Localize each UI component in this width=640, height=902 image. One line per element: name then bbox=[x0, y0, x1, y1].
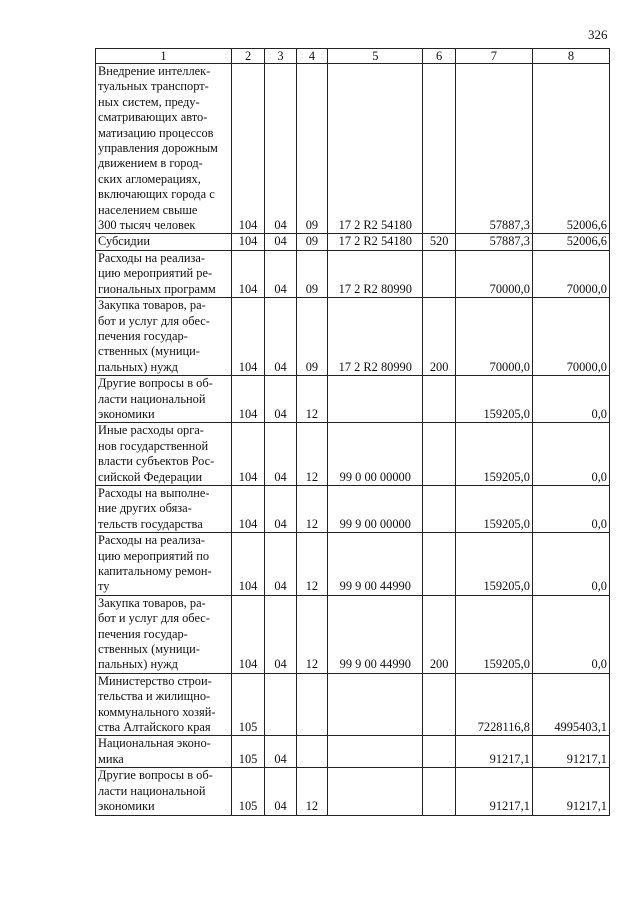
table-row bbox=[96, 250, 610, 297]
item-name-line: ственных (муници- bbox=[98, 642, 200, 657]
item-name-line: Расходы на реализа- bbox=[98, 250, 206, 265]
expense-type-cell: 200 bbox=[423, 298, 455, 376]
item-name-line: сматривающих авто- bbox=[98, 110, 208, 125]
amount-col7-cell: 70000,0 bbox=[455, 298, 532, 376]
item-name-line: ства Алтайского края bbox=[98, 720, 211, 735]
item-name-line: пальных) нужд bbox=[98, 657, 178, 672]
item-name-line: печения государ- bbox=[98, 328, 188, 343]
amount-col7-cell: 159205,0 bbox=[455, 423, 532, 486]
amount-col8-cell: 91217,1 bbox=[532, 768, 609, 815]
subsection-code-cell: 09 bbox=[296, 250, 327, 297]
item-name-line: Национальная эконо- bbox=[98, 736, 211, 751]
item-name-line: коммунального хозяй- bbox=[98, 704, 216, 719]
column-header-2: 2 bbox=[231, 49, 264, 64]
column-header-1: 1 bbox=[96, 49, 232, 64]
amount-col7-cell: 159205,0 bbox=[455, 595, 532, 673]
amount-col8-cell: 52006,6 bbox=[532, 234, 609, 250]
section-code-cell: 04 bbox=[265, 423, 296, 486]
expense-type-cell bbox=[423, 423, 455, 486]
item-name-line: Министерство строи- bbox=[98, 673, 212, 688]
amount-col7-cell: 7228116,8 bbox=[455, 673, 532, 736]
item-name-line: ласти национальной bbox=[98, 783, 206, 798]
item-name-cell bbox=[96, 250, 232, 297]
subsection-code-cell: 09 bbox=[296, 234, 327, 250]
amount-col8-cell: 91217,1 bbox=[532, 736, 609, 768]
amount-col7-cell: 70000,0 bbox=[455, 250, 532, 297]
amount-col7-cell: 159205,0 bbox=[455, 485, 532, 532]
item-name-line: цию мероприятий ре- bbox=[98, 266, 213, 281]
subsection-code-cell: 12 bbox=[296, 485, 327, 532]
target-article-cell: 99 9 00 44990 bbox=[328, 595, 423, 673]
target-article-cell: 17 2 R2 54180 bbox=[328, 234, 423, 250]
section-code-cell: 04 bbox=[265, 736, 296, 768]
item-name-cell bbox=[96, 376, 232, 423]
section-code-cell bbox=[265, 673, 296, 736]
item-name-line: тельства и жилищно- bbox=[98, 689, 211, 704]
amount-col7-cell: 159205,0 bbox=[455, 533, 532, 596]
table-row bbox=[96, 736, 610, 768]
target-article-cell bbox=[328, 768, 423, 815]
item-name-cell bbox=[96, 673, 232, 736]
amount-col8-cell: 0,0 bbox=[532, 485, 609, 532]
subsection-code-cell: 12 bbox=[296, 533, 327, 596]
target-article-cell bbox=[328, 673, 423, 736]
amount-col8-cell: 0,0 bbox=[532, 533, 609, 596]
item-name-line: населением свыше bbox=[98, 202, 198, 217]
expense-type-cell bbox=[423, 736, 455, 768]
column-header-8: 8 bbox=[532, 49, 609, 64]
item-name-cell bbox=[96, 423, 232, 486]
item-name-line: бот и услуг для обес- bbox=[98, 611, 210, 626]
item-name-line: управления дорожным bbox=[98, 141, 218, 156]
target-article-cell: 17 2 R2 54180 bbox=[328, 64, 423, 234]
amount-col7-cell: 91217,1 bbox=[455, 768, 532, 815]
page-number: 326 bbox=[588, 27, 608, 42]
subsection-code-cell: 12 bbox=[296, 595, 327, 673]
column-header-4: 4 bbox=[296, 49, 327, 64]
item-name-line: гиональных программ bbox=[98, 281, 216, 296]
item-name-cell bbox=[96, 595, 232, 673]
item-name-line: Внедрение интеллек- bbox=[98, 64, 211, 78]
item-name-line: пальных) нужд bbox=[98, 359, 178, 374]
item-name-line: Другие вопросы в об- bbox=[98, 768, 213, 783]
amount-col7-cell: 91217,1 bbox=[455, 736, 532, 768]
item-name-line: экономики bbox=[98, 406, 155, 421]
item-name-line: нов государственной bbox=[98, 438, 209, 453]
subsection-code-cell bbox=[296, 673, 327, 736]
section-code-cell: 04 bbox=[265, 533, 296, 596]
table-row bbox=[96, 595, 610, 673]
column-header-5: 5 bbox=[328, 49, 423, 64]
table-row bbox=[96, 673, 610, 736]
section-code-cell: 04 bbox=[265, 250, 296, 297]
budget-table bbox=[95, 48, 610, 816]
table-row bbox=[96, 234, 610, 250]
item-name-line: Другие вопросы в об- bbox=[98, 376, 213, 391]
ministry-code-cell: 104 bbox=[231, 376, 264, 423]
table-row bbox=[96, 298, 610, 376]
item-name-line: включающих города с bbox=[98, 187, 215, 202]
item-name-line: цию мероприятий по bbox=[98, 548, 210, 563]
expense-type-cell: 520 bbox=[423, 234, 455, 250]
item-name-cell bbox=[96, 234, 232, 250]
item-name-line: ние других обяза- bbox=[98, 501, 192, 516]
amount-col8-cell: 0,0 bbox=[532, 423, 609, 486]
amount-col8-cell: 0,0 bbox=[532, 376, 609, 423]
item-name-line: Расходы на выполне- bbox=[98, 485, 210, 500]
subsection-code-cell: 09 bbox=[296, 298, 327, 376]
ministry-code-cell: 104 bbox=[231, 595, 264, 673]
item-name-line: ственных (муници- bbox=[98, 344, 200, 359]
header-row bbox=[96, 49, 610, 64]
column-header-3: 3 bbox=[265, 49, 296, 64]
item-name-line: экономики bbox=[98, 799, 155, 814]
item-name-line: Закупка товаров, ра- bbox=[98, 298, 206, 313]
item-name-cell bbox=[96, 64, 232, 234]
item-name-line: 300 тысяч человек bbox=[98, 218, 196, 233]
table-row bbox=[96, 485, 610, 532]
table-row bbox=[96, 64, 610, 234]
subsection-code-cell: 09 bbox=[296, 64, 327, 234]
table-row bbox=[96, 423, 610, 486]
expense-type-cell bbox=[423, 376, 455, 423]
item-name-line: мика bbox=[98, 751, 124, 766]
amount-col8-cell: 70000,0 bbox=[532, 298, 609, 376]
ministry-code-cell: 105 bbox=[231, 673, 264, 736]
amount-col7-cell: 159205,0 bbox=[455, 376, 532, 423]
ministry-code-cell: 104 bbox=[231, 485, 264, 532]
amount-col7-cell: 57887,3 bbox=[455, 234, 532, 250]
item-name-line: ских агломерациях, bbox=[98, 171, 201, 186]
ministry-code-cell: 105 bbox=[231, 736, 264, 768]
section-code-cell: 04 bbox=[265, 234, 296, 250]
amount-col7-cell: 57887,3 bbox=[455, 64, 532, 234]
item-name-line: матизацию процессов bbox=[98, 125, 214, 140]
target-article-cell: 99 9 00 44990 bbox=[328, 533, 423, 596]
item-name-line: капитальному ремон- bbox=[98, 564, 212, 578]
target-article-cell: 99 9 00 00000 bbox=[328, 485, 423, 532]
item-name-line: Иные расходы орга- bbox=[98, 423, 204, 438]
target-article-cell bbox=[328, 376, 423, 423]
expense-type-cell: 200 bbox=[423, 595, 455, 673]
item-name-line: Расходы на реализа- bbox=[98, 533, 206, 548]
expense-type-cell bbox=[423, 64, 455, 234]
expense-type-cell bbox=[423, 533, 455, 596]
section-code-cell: 04 bbox=[265, 298, 296, 376]
item-name-line: тельств государства bbox=[98, 516, 203, 531]
item-name-cell bbox=[96, 533, 232, 596]
section-code-cell: 04 bbox=[265, 64, 296, 234]
subsection-code-cell bbox=[296, 736, 327, 768]
ministry-code-cell: 104 bbox=[231, 423, 264, 486]
table-row bbox=[96, 533, 610, 596]
column-header-7: 7 bbox=[455, 49, 532, 64]
ministry-code-cell: 104 bbox=[231, 250, 264, 297]
item-name-line: сийской Федерации bbox=[98, 469, 203, 484]
column-header-6: 6 bbox=[423, 49, 455, 64]
target-article-cell: 17 2 R2 80990 bbox=[328, 298, 423, 376]
item-name-cell bbox=[96, 298, 232, 376]
amount-col8-cell: 52006,6 bbox=[532, 64, 609, 234]
item-name-line: Закупка товаров, ра- bbox=[98, 595, 206, 610]
table-row bbox=[96, 768, 610, 815]
item-name-line: движением в город- bbox=[98, 156, 203, 171]
target-article-cell: 99 0 00 00000 bbox=[328, 423, 423, 486]
target-article-cell: 17 2 R2 80990 bbox=[328, 250, 423, 297]
expense-type-cell bbox=[423, 673, 455, 736]
ministry-code-cell: 105 bbox=[231, 768, 264, 815]
expense-type-cell bbox=[423, 485, 455, 532]
item-name-line: ту bbox=[98, 579, 110, 594]
item-name-line: ласти национальной bbox=[98, 391, 206, 406]
amount-col8-cell: 4995403,1 bbox=[532, 673, 609, 736]
amount-col8-cell: 70000,0 bbox=[532, 250, 609, 297]
item-name-line: туальных транспорт- bbox=[98, 79, 209, 94]
item-name-cell bbox=[96, 768, 232, 815]
amount-col8-cell: 0,0 bbox=[532, 595, 609, 673]
section-code-cell: 04 bbox=[265, 768, 296, 815]
ministry-code-cell: 104 bbox=[231, 64, 264, 234]
item-name-line: печения государ- bbox=[98, 626, 188, 641]
item-name-line: бот и услуг для обес- bbox=[98, 313, 210, 328]
subsection-code-cell: 12 bbox=[296, 376, 327, 423]
ministry-code-cell: 104 bbox=[231, 298, 264, 376]
item-name-cell bbox=[96, 485, 232, 532]
expense-type-cell bbox=[423, 768, 455, 815]
subsection-code-cell: 12 bbox=[296, 423, 327, 486]
item-name-line: Субсидии bbox=[98, 234, 150, 249]
target-article-cell bbox=[328, 736, 423, 768]
item-name-line: ных систем, преду- bbox=[98, 94, 200, 109]
subsection-code-cell: 12 bbox=[296, 768, 327, 815]
table-row bbox=[96, 376, 610, 423]
expense-type-cell bbox=[423, 250, 455, 297]
section-code-cell: 04 bbox=[265, 595, 296, 673]
ministry-code-cell: 104 bbox=[231, 533, 264, 596]
item-name-cell bbox=[96, 736, 232, 768]
section-code-cell: 04 bbox=[265, 376, 296, 423]
item-name-line: власти субъектов Рос- bbox=[98, 454, 215, 469]
ministry-code-cell: 104 bbox=[231, 234, 264, 250]
section-code-cell: 04 bbox=[265, 485, 296, 532]
